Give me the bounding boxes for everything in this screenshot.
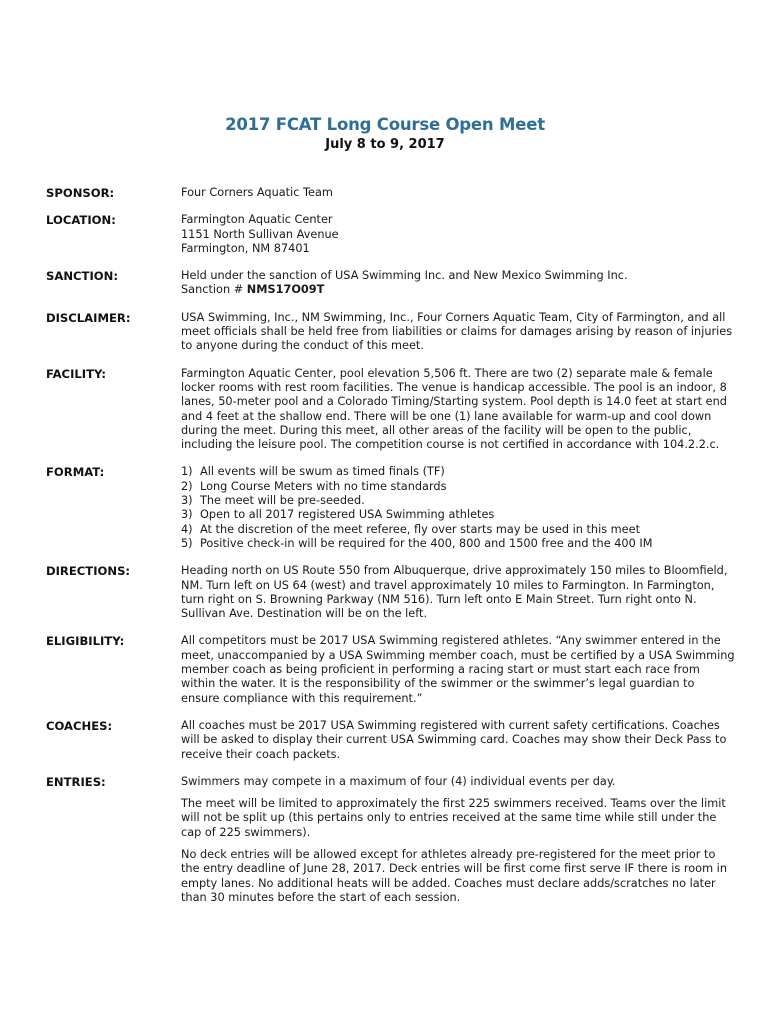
sanction-number-prefix: Sanction # [181,283,247,297]
entries-section [46,775,736,905]
location-line: 1151 North Sullivan Avenue [181,227,339,241]
sponsor-section [46,186,736,200]
sponsor-text: Four Corners Aquatic Team [181,186,333,199]
disclaimer-text: USA Swimming, Inc., NM Swimming, Inc., Four Corners Aquatic Team, City of Farmington, and all meet officials shall be held free from liabilities or claims for damages arising by reason of injuries to anyone during the conduct of this meet. [181,310,733,353]
format-item-number: 3) [181,494,193,508]
format-section [46,465,736,551]
entries-content [181,775,736,905]
entries-paragraph: Swimmers may compete in a maximum of four (4) individual events per day. [181,774,616,788]
format-item [181,494,736,508]
directions-section [46,564,736,621]
sanction-section [46,269,736,298]
format-item-number: 5) [181,536,193,550]
sponsor-label: SPONSOR: [46,186,115,200]
directions-label: DIRECTIONS: [46,564,131,579]
eligibility-text: All competitors must be 2017 USA Swimming registered athletes. “Any swimmer entered in the meet, unaccompanied by a USA Swimming member coach, must be certified by a USA Swimming member coach as being proficient in performing a racing start or must start each race from within the water. It is the responsibility of the swimmer or the swimmer’s legal guardian to ensure compliance with this requirement.” [181,634,735,705]
entries-paragraph: The meet will be limited to approximately the first 225 swimmers received. Teams over the limit will not be split up (this pertains only to entries received at the same time while still under the cap of 225 swimmers). [181,797,726,839]
sanction-content [181,269,736,298]
eligibility-section [46,634,736,705]
directions-text: Heading north on US Route 550 from Albuquerque, drive approximately 150 miles to Bloomfield, NM. Turn left on US 64 (west) and travel approximately 10 miles to Farmington. In Farmington, turn right on S. Browning Parkway (NM 516). Turn left onto E Main Street. Turn right onto N. Sullivan Ave. Destination will be on the left. [181,564,728,621]
format-item-text: Open to all 2017 registered USA Swimming athletes [200,508,495,522]
format-item [181,537,736,551]
sanction-number-line [181,283,736,297]
format-item-number: 2) [181,479,193,493]
entries-label: ENTRIES: [46,774,106,789]
format-item [181,523,736,537]
eligibility-label: ELIGIBILITY: [46,634,125,649]
format-item-text: Long Course Meters with no time standards [200,479,447,493]
location-line: Farmington Aquatic Center [181,213,333,227]
location-address [181,213,736,256]
format-item-text: The meet will be pre-seeded. [200,494,365,508]
format-item-number: 1) [181,465,193,479]
coaches-text: All coaches must be 2017 USA Swimming registered with current safety certifications. Coaches will be asked to display their current USA Swimming card. Coaches may show their Deck Pass to receive their coach packets. [181,718,727,761]
format-list [181,465,736,551]
format-item-text: All events will be swum as timed finals (TF) [200,465,445,479]
format-item-number: 4) [181,522,193,536]
page-title: 2017 FCAT Long Course Open Meet [225,115,545,134]
sanction-text: Held under the sanction of USA Swimming Inc. and New Mexico Swimming Inc. [181,269,628,283]
sanction-number: NMS17O09T [246,283,325,297]
facility-section [46,367,736,453]
format-item [181,508,736,522]
disclaimer-label: DISCLAIMER: [46,310,131,325]
location-line: Farmington, NM 87401 [181,241,310,255]
format-content [181,465,736,551]
facility-label: FACILITY: [46,366,107,381]
location-label: LOCATION: [46,213,116,228]
format-item-text: At the discretion of the meet referee, fly over starts may be used in this meet [200,522,641,536]
sanction-label: SANCTION: [46,269,118,284]
format-item-number: 3) [181,508,193,522]
disclaimer-section [46,311,736,354]
facility-text: Farmington Aquatic Center, pool elevation 5,506 ft. There are two (2) separate male & female locker rooms with rest room facilities. The venue is handicap accessible. The pool is an indoor, 8 lanes, 50-meter pool and a Colorado Timing/Starting system. Pool depth is 14.0 feet at start end and 4 feet at the shallow end. There will be one (1) lane available for warm-up and cool down during the meet. During this meet, all other areas of the facility will be open to the public, including the leisure pool. The competition course is not certified in accordance with 104.2.2.c. [181,366,727,452]
format-item [181,480,736,494]
coaches-label: COACHES: [46,718,113,733]
format-label: FORMAT: [46,465,105,480]
entries-paragraph: No deck entries will be allowed except for athletes already pre-registered for the meet prior to the entry deadline of June 28, 2017. Deck entries will be first come first serve IF there is room in empty lanes. No additional heats will be added. Coaches must declare adds/scratches no later than 30 minutes before the start of each session. [181,847,727,904]
coaches-section [46,719,736,762]
format-item [181,465,736,479]
format-item-text: Positive check-in will be required for the 400, 800 and 1500 free and the 400 IM [200,536,653,550]
meet-info-sections [46,186,736,918]
location-section [46,213,736,256]
meet-dates: July 8 to 9, 2017 [325,137,445,152]
